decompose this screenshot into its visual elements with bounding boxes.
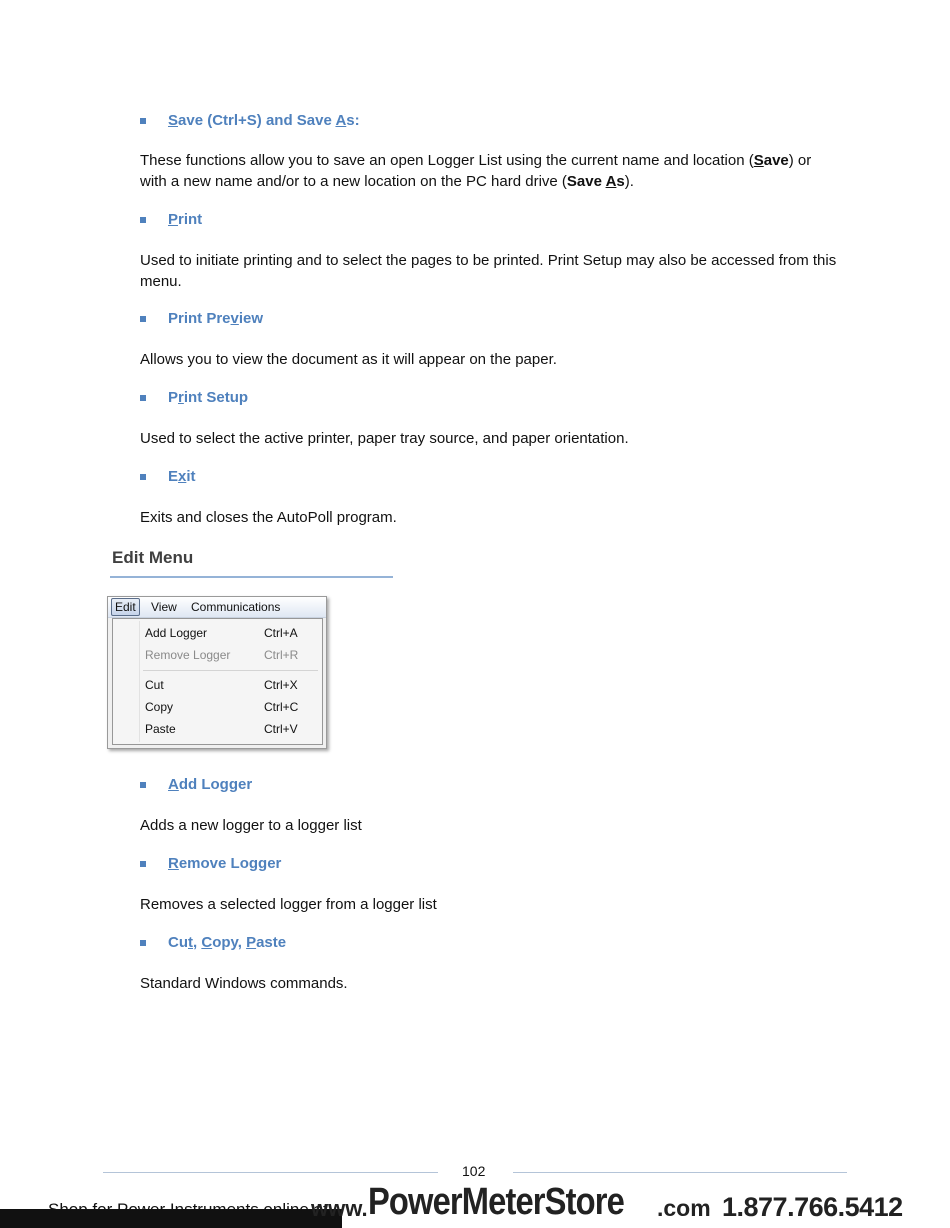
edit-menu-screenshot [107, 596, 327, 749]
text-fragment: A [605, 173, 617, 190]
title-fragment: dd Logger [178, 776, 253, 793]
text-fragment: Save [566, 173, 606, 190]
shortcut-label: Ctrl+A [264, 626, 298, 640]
item-title [168, 389, 248, 406]
item-description: Used to select the active printer, paper tray source, and paper orientation. [140, 430, 629, 447]
menu-item-cut[interactable]: Cut [145, 678, 164, 692]
menubar-edit[interactable]: Edit [111, 598, 140, 616]
footer-rule [513, 1172, 847, 1173]
menu-item-copy[interactable]: Copy [145, 700, 174, 714]
shortcut-label: Ctrl+C [264, 700, 299, 714]
title-fragment: P [168, 389, 179, 406]
footer-brand-logo[interactable]: PowerMeterStore [368, 1181, 624, 1223]
text-fragment: S [753, 152, 764, 169]
footer-www[interactable]: www. [311, 1196, 368, 1221]
title-fragment: emove Logger [178, 855, 282, 872]
item-description [140, 150, 840, 192]
bullet-square-icon [140, 118, 146, 124]
section-heading: Edit Menu [112, 548, 194, 567]
title-fragment: R [168, 855, 179, 872]
bullet-square-icon [140, 474, 146, 480]
menu-separator [143, 670, 318, 671]
title-fragment: v [230, 310, 239, 327]
item-description: Removes a selected logger from a logger list [140, 896, 437, 913]
title-fragment: int Setup [183, 389, 249, 406]
menu-item-remove-logger[interactable]: Remove Logger [145, 648, 231, 662]
item-description: Allows you to view the document as it will appear on the paper. [140, 351, 557, 368]
item-title [168, 468, 196, 485]
title-fragment: A [168, 776, 179, 793]
text-fragment: ave [763, 152, 789, 169]
title-fragment: P [168, 211, 179, 228]
menubar-communications[interactable]: Communications [191, 600, 281, 614]
item-description: Standard Windows commands. [140, 975, 348, 992]
bullet-square-icon [140, 217, 146, 223]
title-fragment: , [193, 934, 202, 951]
menu-gutter [139, 621, 140, 742]
bullet-square-icon [140, 861, 146, 867]
text-fragment: ) or with a new name and/or to a new location on the PC hard drive ( [140, 152, 812, 190]
shortcut-label: Ctrl+R [264, 648, 299, 662]
menubar-view[interactable]: View [151, 600, 177, 614]
title-fragment: A [335, 112, 347, 129]
page-number: 102 [462, 1163, 486, 1179]
item-title [168, 776, 252, 793]
bullet-square-icon [140, 782, 146, 788]
item-title [168, 112, 360, 129]
title-fragment: rint [178, 211, 203, 228]
item-title [168, 211, 202, 228]
title-fragment: t [188, 934, 193, 951]
title-fragment: P [246, 934, 257, 951]
bullet-square-icon [140, 395, 146, 401]
shortcut-label: Ctrl+V [264, 722, 298, 736]
title-fragment: it [186, 468, 196, 485]
title-fragment: aste [256, 934, 287, 951]
section-divider [110, 576, 393, 578]
title-fragment: C [201, 934, 213, 951]
text-fragment: These functions allow you to save an open Logger List using the current name and location ( [140, 152, 754, 169]
bullet-square-icon [140, 316, 146, 322]
title-fragment: S [168, 112, 179, 129]
footer-black-bar [0, 1209, 342, 1228]
menu-item-add-logger[interactable]: Add Logger [145, 626, 208, 640]
bullet-square-icon [140, 940, 146, 946]
title-fragment: iew [238, 310, 264, 327]
menubar [108, 597, 326, 618]
edit-dropdown [112, 618, 323, 745]
title-fragment: E [168, 468, 179, 485]
shortcut-label: Ctrl+X [264, 678, 298, 692]
menu-item-paste[interactable]: Paste [145, 722, 176, 736]
text-fragment: s [616, 173, 625, 190]
item-title [168, 934, 286, 951]
item-description: Used to initiate printing and to select the pages to be printed. Print Setup may also be accessed from this menu. [140, 252, 837, 290]
title-fragment: ave (Ctrl+S) and Save [178, 112, 336, 129]
title-fragment: r [178, 389, 184, 406]
title-fragment: opy, [212, 934, 247, 951]
text-fragment: ). [624, 173, 634, 190]
title-fragment: s: [346, 112, 360, 129]
footer-phone: 1.877.766.5412 [722, 1192, 903, 1222]
title-fragment: Print Pre [168, 310, 231, 327]
item-description: Adds a new logger to a logger list [140, 817, 362, 834]
title-fragment: Cu [168, 934, 188, 951]
footer-com[interactable]: .com [657, 1195, 711, 1221]
item-title [168, 855, 281, 872]
title-fragment: x [178, 468, 187, 485]
footer-rule [103, 1172, 438, 1173]
item-description: Exits and closes the AutoPoll program. [140, 509, 397, 526]
item-title [168, 310, 263, 327]
